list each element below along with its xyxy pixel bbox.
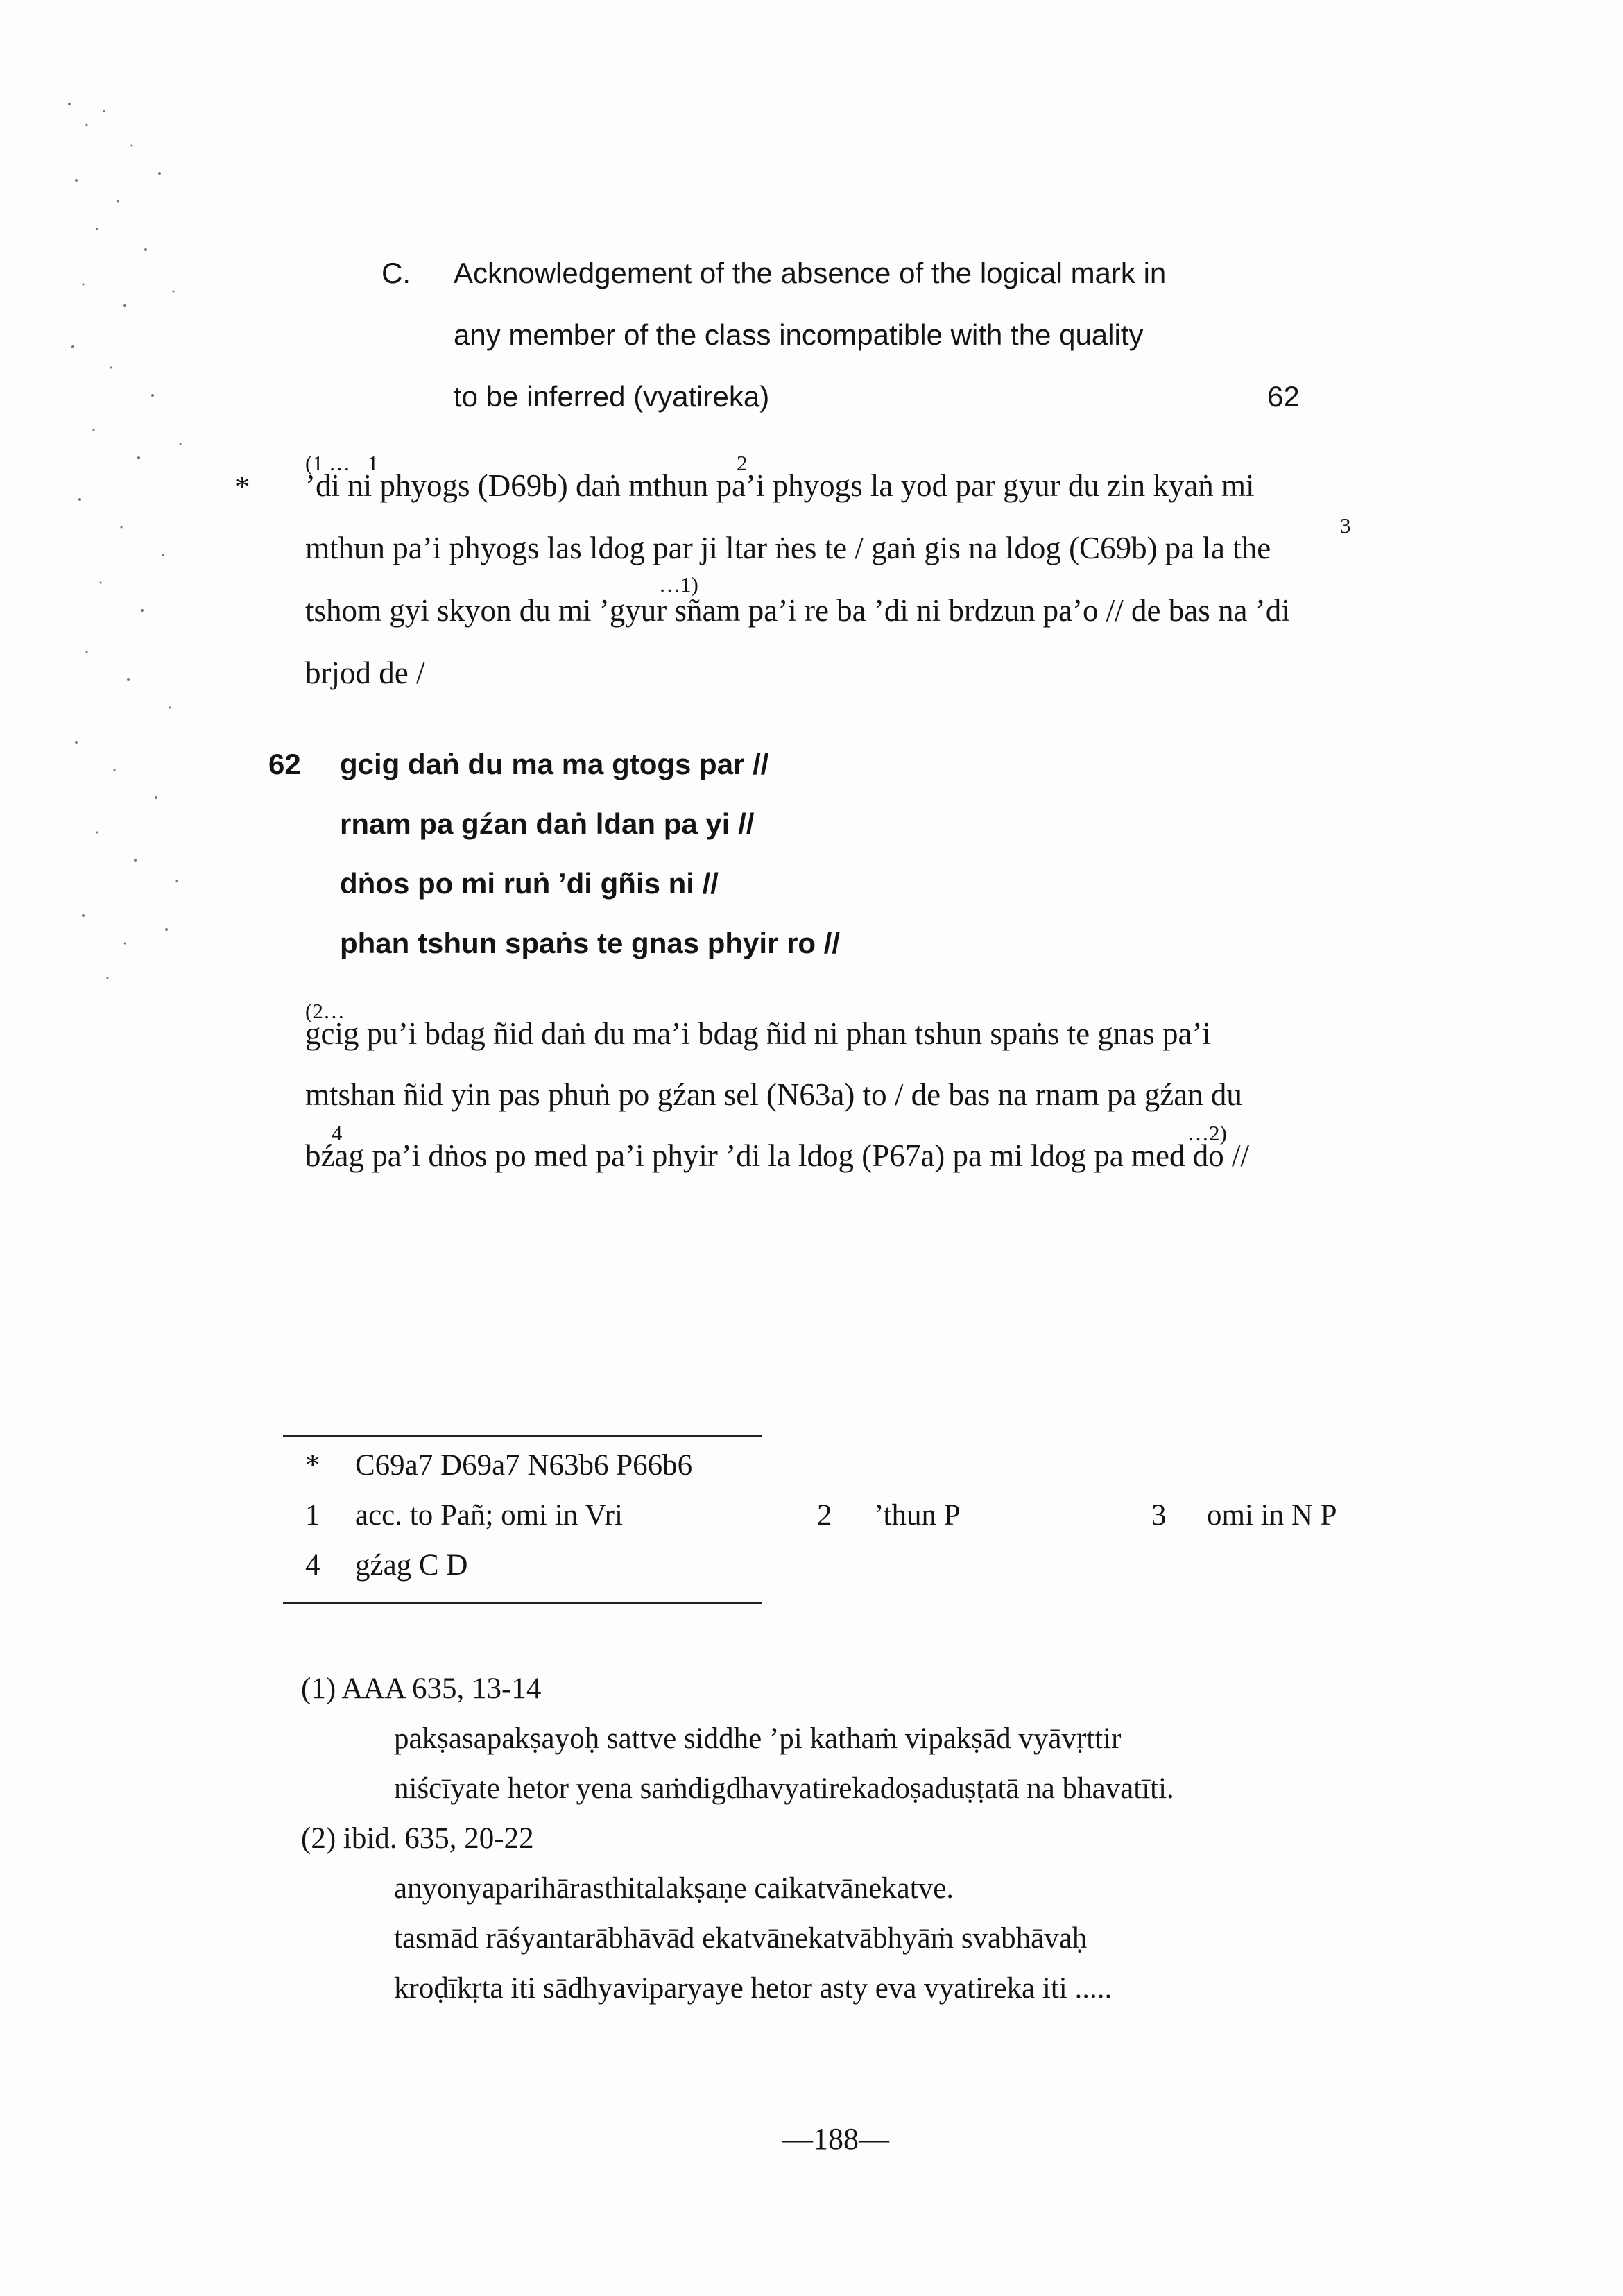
variant-number: 3	[1151, 1499, 1167, 1532]
reference-line: kroḍīkṛta iti sādhyaviparyaye hetor asty eva vyatireka iti .....	[394, 1972, 1113, 2005]
apparatus-sources: C69a7 D69a7 N63b6 P66b6	[355, 1449, 693, 1482]
commentary-line: ’di ni phyogs (D69b) daṅ mthun pa’i phyogs la yod par gyur du zin kyaṅ mi	[305, 468, 1255, 503]
verse-line: rnam pa gźan daṅ ldan pa yi //	[340, 807, 755, 840]
variant-text: acc. to Pañ; omi in Vri	[355, 1499, 623, 1532]
marker-close-1: …1)	[659, 572, 698, 597]
commentary-line: brjod de /	[305, 656, 425, 690]
verse-line: gcig daṅ du ma ma gtogs par //	[340, 748, 769, 780]
commentary-line: gcig pu’i bdag ñid daṅ du ma’i bdag ñid ni phan tshun spaṅs te gnas pa’i	[305, 1016, 1212, 1051]
heading-verse-number: 62	[1267, 380, 1300, 413]
variant-number: 1	[305, 1499, 320, 1532]
marker-ellipsis: …	[329, 451, 350, 475]
apparatus-rule-bottom	[283, 1602, 762, 1604]
verse-line: phan tshun spaṅs te gnas phyir ro //	[340, 927, 841, 959]
scan-speckle-left	[55, 83, 291, 1054]
heading-line: Acknowledgement of the absence of the logical mark in	[454, 257, 1167, 289]
footnote-ref-1: 1	[368, 451, 379, 475]
verse-line: dṅos po mi ruṅ ’di gñis ni //	[340, 867, 719, 900]
footnote-ref-2: 2	[737, 451, 748, 475]
section-letter: C.	[381, 257, 411, 289]
variant-text: omi in N P	[1207, 1499, 1337, 1532]
variant-number: 2	[817, 1499, 832, 1532]
variant-text: gźag C D	[355, 1549, 468, 1582]
marker-open-1: (1	[305, 451, 323, 475]
marker-close-2: …2)	[1187, 1121, 1227, 1145]
commentary-line: bźag pa’i dṅos po med pa’i phyir ’di la ldog (P67a) pa mi ldog pa med do //	[305, 1138, 1249, 1173]
variant-text: ’thun P	[874, 1499, 961, 1532]
commentary-line: mthun pa’i phyogs las ldog par ji ltar ṅes te / gaṅ gis na ldog (C69b) pa la the	[305, 531, 1271, 565]
footnote-ref-3: 3	[1340, 513, 1351, 538]
commentary-line: mtshan ñid yin pas phuṅ po gźan sel (N63a) to / de bas na rnam pa gźan du	[305, 1077, 1242, 1112]
marker-open-2: (2…	[305, 999, 345, 1023]
commentary-line: tshom gyi skyon du mi ’gyur sñam pa’i re ba ’di ni brdzun pa’o // de bas na ’di	[305, 593, 1290, 628]
reference-line: anyonyaparihārasthitalakṣaṇe caikatvānekatve.	[394, 1872, 954, 1905]
footnote-ref-4: 4	[332, 1121, 343, 1145]
reference-line: tasmād rāśyantarābhāvād ekatvānekatvābhyāṁ svabhāvaḥ	[394, 1922, 1088, 1955]
reference-line: niścīyate hetor yena saṁdigdhavyatirekadoṣaduṣṭatā na bhavatīti.	[394, 1772, 1174, 1805]
apparatus-asterisk: *	[305, 1449, 320, 1482]
reference-line: pakṣasapakṣayoḥ sattve siddhe ’pi kathaṁ vipakṣād vyāvṛttir	[394, 1722, 1122, 1755]
reference-label: (1) AAA 635, 13-14	[301, 1672, 542, 1705]
heading-line: to be inferred (vyatireka)	[454, 380, 770, 413]
apparatus-rule-top	[283, 1435, 762, 1437]
heading-line: any member of the class incompatible with the quality	[454, 318, 1144, 351]
page-number: —188—	[782, 2122, 889, 2156]
asterisk-marker: *	[234, 470, 250, 504]
verse-number: 62	[268, 748, 301, 780]
reference-label: (2) ibid. 635, 20-22	[301, 1822, 534, 1855]
section-heading	[0, 242, 1623, 429]
variant-number: 4	[305, 1549, 320, 1582]
